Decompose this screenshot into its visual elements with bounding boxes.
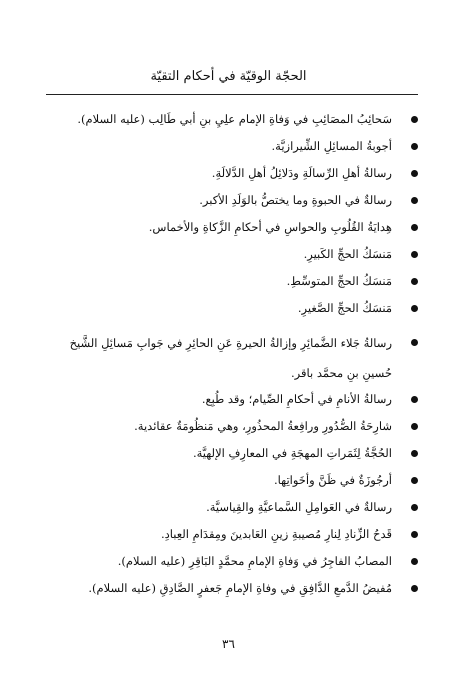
list-item-text: قَدحُ الزِّنادِ لِنارِ مُصيبةِ زينِ العَابدينَ ومِقدَامِ العِبادِ. <box>160 527 392 541</box>
running-header-title: الحجّة الوقيّة في أحكام التقيّة <box>150 69 307 84</box>
list-item <box>40 328 418 388</box>
bullet-icon <box>411 278 418 285</box>
list-item-text: مَنسَكُ الحجِّ الكَبيرِ. <box>303 247 392 261</box>
list-item <box>40 247 418 262</box>
list-item <box>40 166 418 181</box>
works-list <box>40 112 418 596</box>
list-item-text: أرجُوزَةٌ في ظَنَّ وأخَواتِها. <box>274 473 392 487</box>
bullet-icon <box>411 477 418 484</box>
bullet-icon <box>411 531 418 538</box>
list-item <box>40 527 418 542</box>
bullet-icon <box>411 396 418 403</box>
list-item-text: رسالةٌ في الحبوةِ وما يختصُّ بالوَلَدِ الأكبر. <box>199 193 392 207</box>
list-item-text: مَنسَكُ الحجِّ الصَّغيرِ. <box>297 301 392 315</box>
bullet-icon <box>411 116 418 123</box>
list-item <box>40 193 418 208</box>
bullet-icon <box>411 504 418 511</box>
list-item-text: أجوبةُ المسائِلِ الشِّيرازيَّة. <box>271 139 392 153</box>
list-item-text: سَحائِبُ المصَائِبِ في وَفاةِ الإمام علِيِ بنِ أبي طَالِب (عليه السلام). <box>77 112 392 126</box>
list-item <box>40 274 418 289</box>
list-item-text: مَنسَكُ الحجِّ المتوسِّطِ. <box>286 274 392 288</box>
list-item <box>40 392 418 407</box>
list-item <box>40 473 418 488</box>
page-body <box>40 112 418 622</box>
list-item-text: رسالةُ جَلاء الضَّمائِرِ وإزالةُ الحيرةِ عَنِ الحائِرِ في جَوابِ مَسائِلِ الشَّيخ حُسينِ بنِ محمَّد باقر. <box>69 336 392 380</box>
bullet-icon <box>411 305 418 312</box>
list-item-text: مُفيضُ الدَّمعِ الدَّافِقِ في وفاةِ الإمامِ جَعفرٍ الصَّادِقِ (عليه السلام). <box>88 581 392 595</box>
list-item <box>40 220 418 235</box>
bullet-icon <box>411 339 418 346</box>
list-item <box>40 112 418 127</box>
list-item-text: شارِحَةُ الصُّدُورِ ورافِعةُ المحذُورِ، وهي مَنظُومَةٌ عقائدية. <box>134 419 392 433</box>
list-item-text: الحُجَّةُ لِثَمَراتِ المهجَةِ في المعارِفِ الإلهيَّة. <box>192 446 392 460</box>
list-item <box>40 139 418 154</box>
bullet-icon <box>411 558 418 565</box>
list-item-text: رسالةُ الأنامِ في أحكامِ الصِّيام؛ وقد طُبِع. <box>201 392 392 406</box>
list-item-text: رسالةٌ في العَوامِلِ السَّماعيَّةِ والقِياسيَّة. <box>206 500 392 514</box>
list-item-text: المصابُ الفاجِرُ في وَفاةِ الإمامِ محمَّدٍ البَاقِرِ (عليه السلام). <box>117 554 392 568</box>
bullet-icon <box>411 224 418 231</box>
list-item <box>40 500 418 515</box>
bullet-icon <box>411 143 418 150</box>
bullet-icon <box>411 170 418 177</box>
bullet-icon <box>411 197 418 204</box>
list-item-text: هِدايَةُ القُلُوبِ والحواسِ في أحكامِ الزَّكاةِ والأخماس. <box>148 220 392 234</box>
page-number: ٣٦ <box>222 637 235 651</box>
list-item <box>40 301 418 316</box>
bullet-icon <box>411 251 418 258</box>
list-item <box>40 446 418 461</box>
list-item <box>40 554 418 569</box>
list-item-text: رسالةُ أهلِ الرِّسالَةِ ودَلائِلُ أهلِ الدَّلالَةِ. <box>211 166 392 180</box>
header-divider <box>46 94 418 95</box>
bullet-icon <box>411 423 418 430</box>
bullet-icon <box>411 585 418 592</box>
list-item <box>40 581 418 596</box>
bullet-icon <box>411 450 418 457</box>
list-item <box>40 419 418 434</box>
